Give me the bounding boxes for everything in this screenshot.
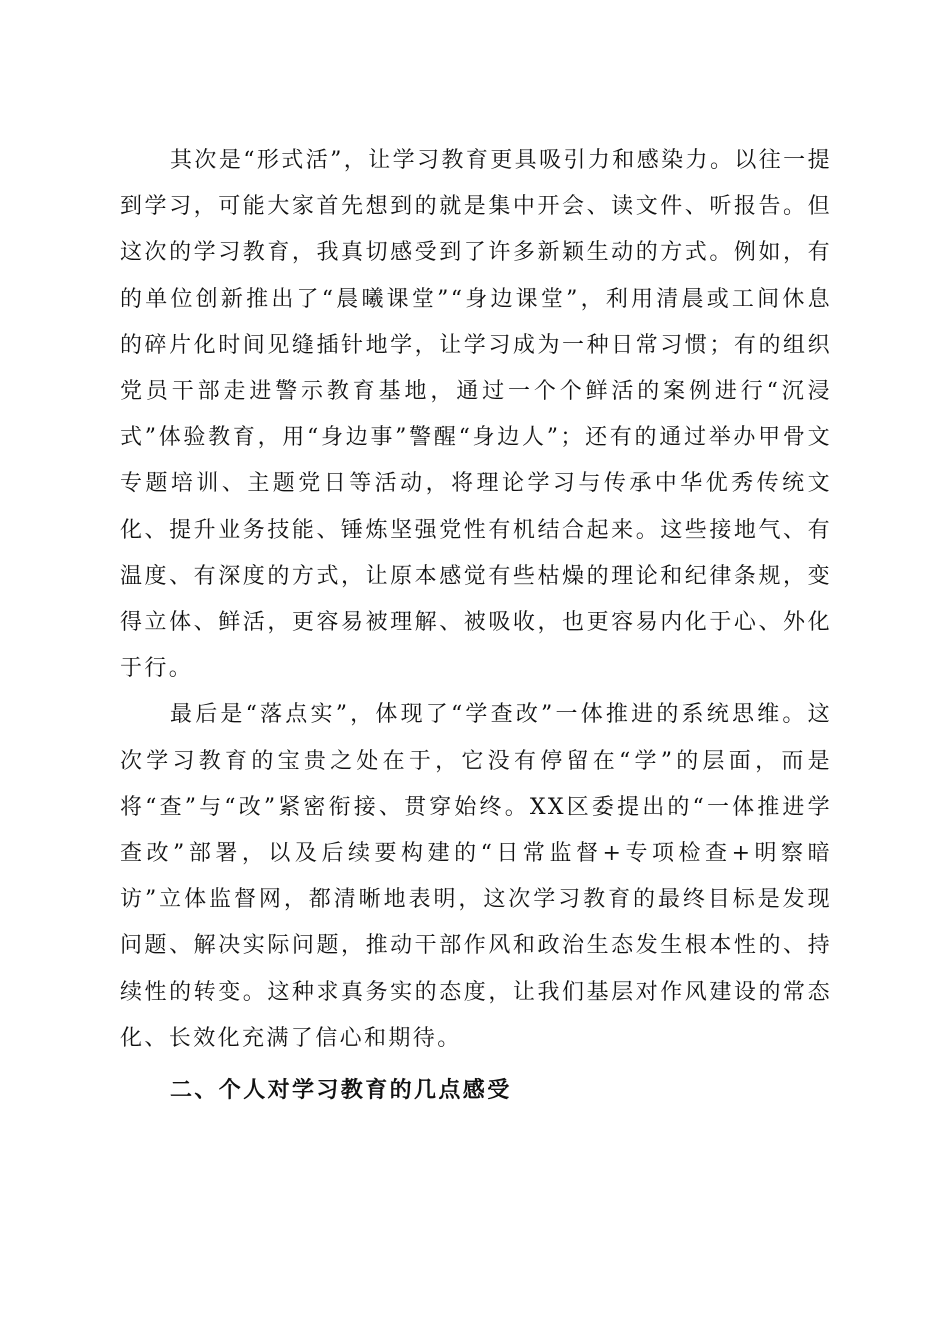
- document-body: [120, 138, 832, 1114]
- paragraph-form-lively: 其次是“形式活”，让学习教育更具吸引力和感染力。以往一提到学习，可能大家首先想到的就是集中开会、读文件、听报告。但这次的学习教育，我真切感受到了许多新颖生动的方式。例如，有的单位创新推出了“晨曦课堂”“身边课堂”，利用清晨或工间休息的碎片化时间见缝插针地学，让学习成为一种日常习惯；有的组织党员干部走进警示教育基地，通过一个个鲜活的案例进行“沉浸式”体验教育，用“身边事”警醒“身边人”；还有的通过举办甲骨文专题培训、主题党日等活动，将理论学习与传承中华优秀传统文化、提升业务技能、锤炼坚强党性有机结合起来。这些接地气、有温度、有深度的方式，让原本感觉有些枯燥的理论和纪律条规，变得立体、鲜活，更容易被理解、被吸收，也更容易内化于心、外化于行。: [120, 148, 832, 682]
- section-heading: 二、个人对学习教育的几点感受: [170, 1078, 512, 1104]
- paragraph-practical-results: 最后是“落点实”，体现了“学查改”一体推进的系统思维。这次学习教育的宝贵之处在于，它没有停留在“学”的层面，而是将“查”与“改”紧密衔接、贯穿始终。XX区委提出的“一体推进学查改”部署，以及后续要构建的“日常监督+专项检查+明察暗访”立体监督网，都清晰地表明，这次学习教育的最终目标是发现问题、解决实际问题，推动干部作风和政治生态发生根本性的、持续性的转变。这种求真务实的态度，让我们基层对作风建设的常态化、长效化充满了信心和期待。: [120, 702, 832, 1051]
